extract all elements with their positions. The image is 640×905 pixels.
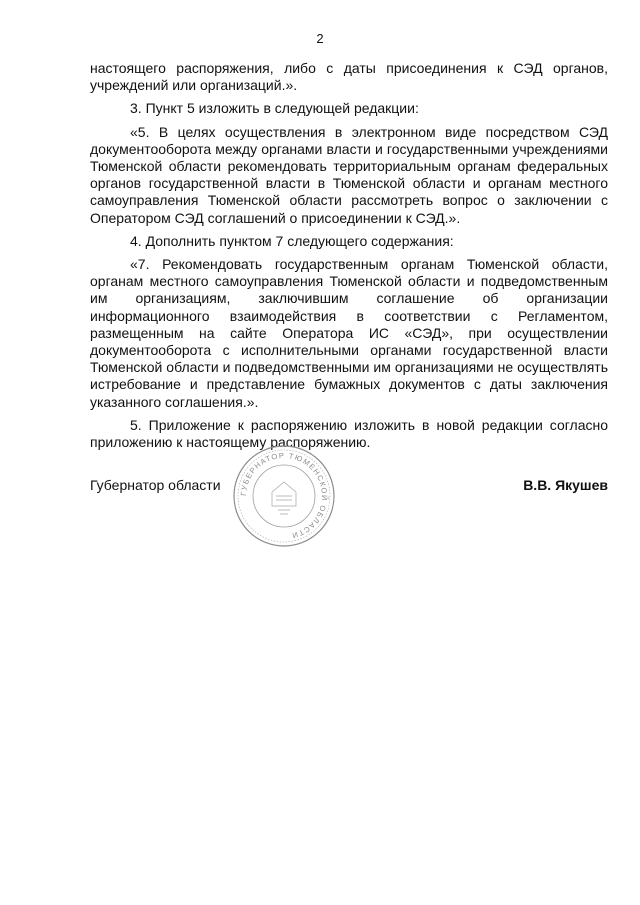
paragraph-item-5-appendix: 5. Приложение к распоряжению изложить в новой редакции согласно приложению к настоящему распоряжению. — [90, 416, 608, 451]
paragraph-item-3: 3. Пункт 5 изложить в следующей редакции: — [130, 100, 419, 117]
paragraph-item-7-text: «7. Рекомендовать государственным органам Тюменской области, органам местного самоуправления Тюменской области и подведомственным им организациям, заключившим соглашение об организации информационного взаимодействия в соответствии с Регламентом, размещенным на сайте Оператора ИС «СЭД», при осуществлении документооборота с исполнительными органами государственной власти Тюменской области и подведомственными им организациями не осуществлять истребование и представление бумажных документов с даты заключения указанного соглашения.». — [90, 256, 608, 410]
signatory-title: Губернатор области — [90, 477, 221, 493]
paragraph-item-5-text: «5. В целях осуществления в электронном виде посредством СЭД документооборота между органами власти и государственными учреждениями Тюменской области рекомендовать территориальным органам федеральных органов государственной власти в Тюменской области и органам местного самоуправления Тюменской области рассмотреть вопрос о заключении с Оператором СЭД соглашений о присоединении к СЭД.». — [90, 123, 608, 226]
signature-block — [90, 477, 608, 497]
paragraph-item-4: 4. Дополнить пунктом 7 следующего содержания: — [130, 232, 454, 249]
seal-text: ГУБЕРНАТОР ТЮМЕНСКОЙ ОБЛАСТИ — [238, 450, 330, 541]
signatory-name: В.В. Якушев — [523, 477, 608, 493]
document-body — [90, 60, 608, 451]
paragraph-continuation: настоящего распоряжения, либо с даты присоединения к СЭД органов, учреждений или организаций.». — [90, 60, 608, 94]
official-seal-stamp — [232, 444, 336, 548]
page-number: 2 — [316, 31, 324, 46]
